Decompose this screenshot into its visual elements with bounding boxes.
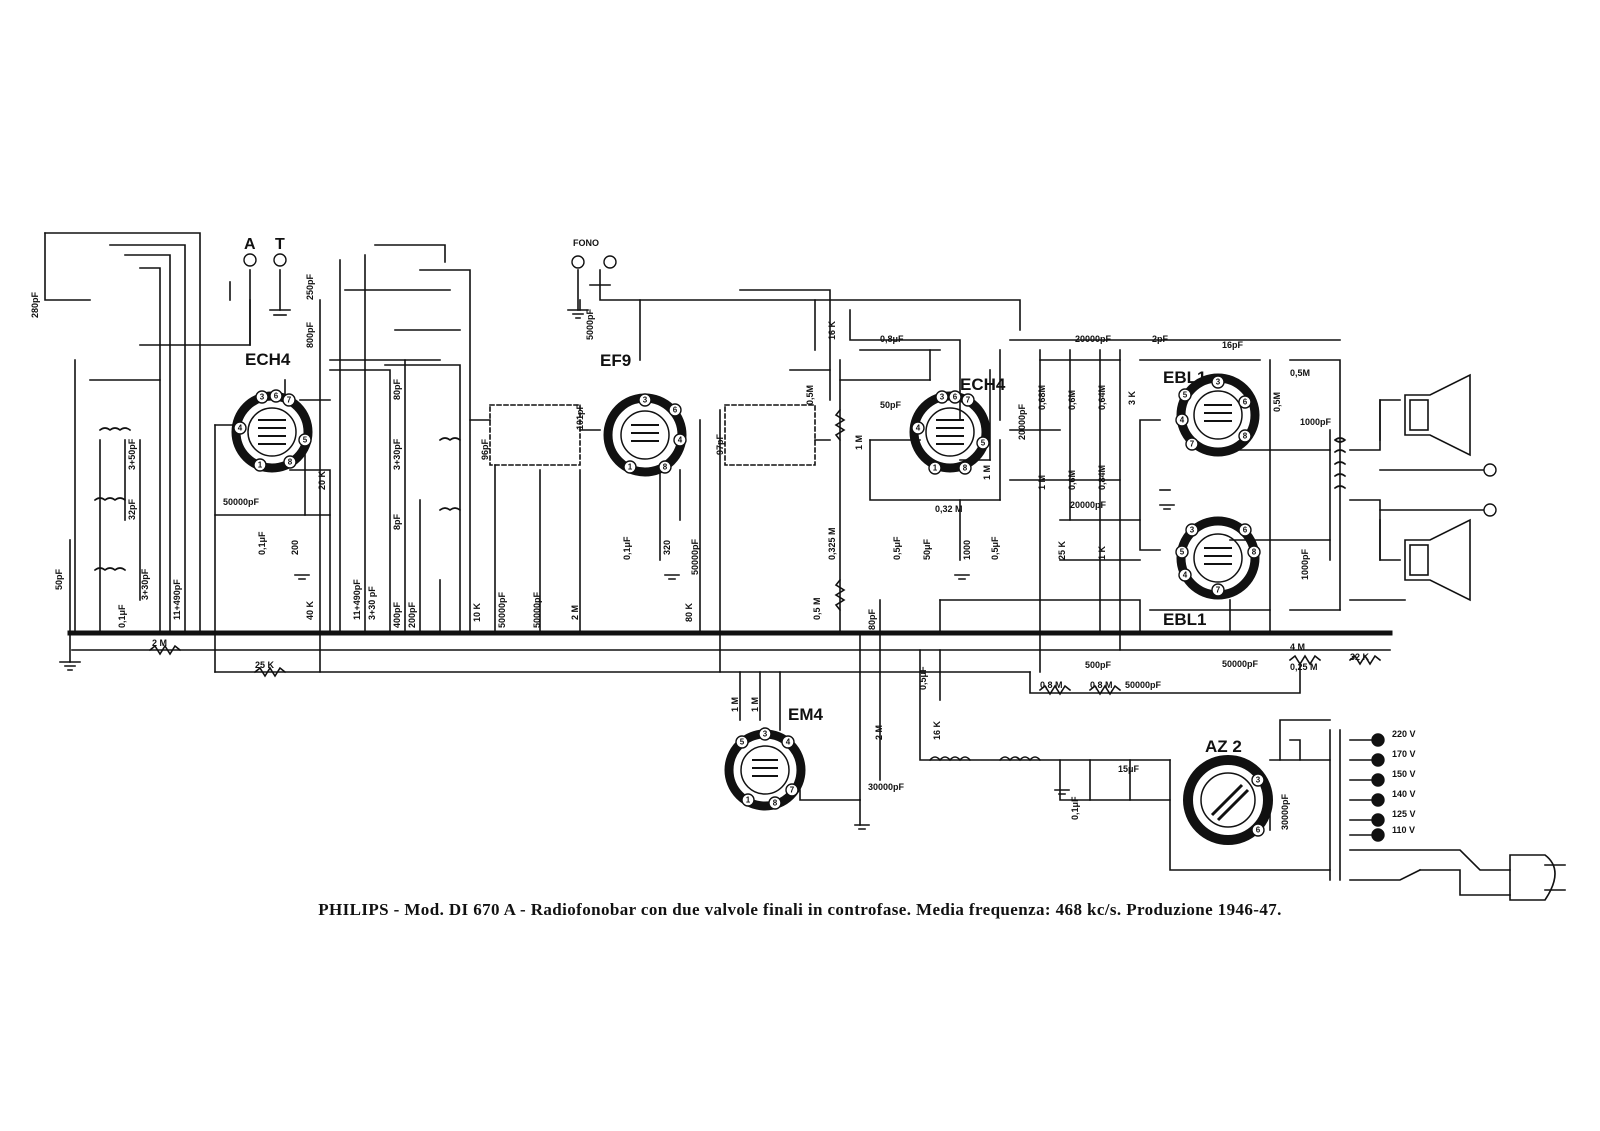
label-r-05m-b: 0,5 M	[812, 597, 822, 620]
voltage-tap-125: 125 V	[1392, 809, 1416, 819]
svg-text:5: 5	[739, 737, 745, 747]
svg-text:3: 3	[1189, 525, 1195, 535]
svg-text:5: 5	[1182, 390, 1188, 400]
label-c-50pf-b: 50pF	[880, 400, 902, 410]
label-c-30000pf-a: 30000pF	[868, 782, 905, 792]
svg-text:6: 6	[1242, 397, 1248, 407]
label-c-32pf: 32pF	[127, 498, 137, 520]
label-r-25k-a: 25 K	[1057, 540, 1067, 560]
label-c-01uf-c: 0,1μF	[622, 536, 632, 560]
label-r-068m: 0,68M	[1037, 384, 1047, 410]
label-c-50000pf-a: 50000pF	[223, 497, 260, 507]
label-r-032m: 0,32 M	[935, 504, 963, 514]
label-r-08m-a: 0,8 M	[1040, 680, 1063, 690]
svg-text:8: 8	[287, 457, 293, 467]
label-r-40k: 40 K	[305, 600, 315, 620]
label-r-1m-d: 1 M	[730, 696, 740, 712]
label-c-30000pf-b: 30000pF	[1280, 793, 1290, 830]
svg-text:4: 4	[677, 435, 683, 445]
label-c-11-490pf-a: 11+490pF	[172, 579, 182, 620]
label-c-50uf: 50μF	[922, 538, 932, 560]
label-c-5000pf: 5000pF	[585, 308, 595, 340]
label-c-05uf-b: 0,5μF	[990, 536, 1000, 560]
label-r-80k: 80 K	[684, 602, 694, 622]
svg-text:6: 6	[1242, 525, 1248, 535]
label-c-97pf: 97pF	[715, 433, 725, 455]
svg-text:3: 3	[1215, 377, 1221, 387]
svg-text:4: 4	[1179, 415, 1185, 425]
svg-text:3: 3	[939, 392, 945, 402]
label-r-1k: 1 K	[1097, 545, 1107, 560]
label-c-101pf: 101pF	[575, 403, 585, 430]
svg-text:8: 8	[1242, 431, 1248, 441]
svg-text:1: 1	[257, 460, 263, 470]
label-c-11-490pf-b: 11+490pF	[352, 579, 362, 620]
label-c-01uf-a: 0,1μF	[117, 604, 127, 628]
label-c-50000pf-d: 50000pF	[690, 538, 700, 575]
svg-text:1: 1	[932, 463, 938, 473]
label-c-15uf: 15μF	[1118, 764, 1140, 774]
svg-text:6: 6	[1255, 825, 1261, 835]
label-c-05uf-a: 0,5μF	[892, 536, 902, 560]
label-r-200: 200	[290, 539, 300, 555]
phono-terminal-label: FONO	[573, 238, 599, 248]
label-c-96pf: 96pF	[480, 438, 490, 460]
speaker-bottom-icon	[1405, 520, 1470, 600]
label-c-800pf: 800pF	[305, 321, 315, 348]
label-c-80pf: 80pF	[392, 378, 402, 400]
label-r-32k: 32 K	[1350, 652, 1370, 662]
label-r-06m-a: 0,6M	[1067, 389, 1077, 410]
tube-label-ebl1-top: EBL1	[1163, 368, 1207, 387]
label-r-2m-c: 2 M	[874, 724, 884, 740]
label-r-05m-c: 0,5M	[1290, 368, 1311, 378]
svg-text:4: 4	[785, 737, 791, 747]
label-c-05uf-c: 0,5μF	[918, 666, 928, 690]
svg-text:4: 4	[1182, 570, 1188, 580]
svg-text:4: 4	[915, 423, 921, 433]
tube-ech4-mixer	[236, 396, 308, 468]
label-c-16pf: 16pF	[1222, 340, 1244, 350]
label-r-1m-a: 1 M	[854, 434, 864, 450]
label-r-4m: 4 M	[1290, 642, 1306, 652]
speaker-top-icon	[1405, 375, 1470, 455]
svg-text:1: 1	[745, 795, 751, 805]
svg-text:4: 4	[237, 423, 243, 433]
label-c-3-50pf: 3+50pF	[127, 438, 137, 470]
label-r-0325m: 0,325 M	[827, 527, 837, 560]
label-r-20k: 20 K	[317, 470, 327, 490]
svg-text:7: 7	[965, 395, 971, 405]
label-c-50000pf-c: 50000pF	[532, 591, 542, 628]
tube-label-ech4-audio: ECH4	[960, 375, 1006, 394]
label-c-50000pf-b: 50000pF	[497, 591, 507, 628]
label-c-2pf: 2pF	[1152, 334, 1169, 344]
earth-terminal-label: T	[275, 236, 285, 253]
label-c-20000pf-c: 20000pF	[1070, 500, 1107, 510]
svg-text:5: 5	[1179, 547, 1185, 557]
label-c-3-30pf-a: 3+30pF	[140, 568, 150, 600]
label-c-1000pf-a: 1000pF	[1300, 417, 1332, 427]
label-r-320: 320	[662, 539, 672, 555]
tube-label-ebl1-bottom: EBL1	[1163, 610, 1207, 629]
label-r-05m-a: 0,5M	[805, 384, 815, 405]
tube-label-ef9: EF9	[600, 351, 632, 370]
label-c-01uf-d: 0,1μF	[1070, 796, 1080, 820]
svg-text:5: 5	[302, 435, 308, 445]
label-r-1m-b: 1 M	[982, 464, 992, 480]
label-c-280pf: 280pF	[30, 291, 40, 318]
svg-text:6: 6	[273, 391, 279, 401]
svg-text:7: 7	[1189, 439, 1195, 449]
label-c-8pf: 8pF	[392, 513, 402, 530]
svg-text:3: 3	[762, 729, 768, 739]
label-r-1m-e: 1 M	[750, 696, 760, 712]
label-c-20000pf-a: 20000pF	[1017, 403, 1027, 440]
svg-text:3: 3	[1255, 775, 1261, 785]
label-r-05m-d: 0,5M	[1272, 391, 1282, 412]
svg-text:3: 3	[259, 392, 265, 402]
label-r-1000: 1000	[962, 539, 972, 560]
label-r-084m: 0,84M	[1097, 464, 1107, 490]
label-r-16k-b: 16 K	[932, 720, 942, 740]
label-r-2m-a: 2 M	[570, 604, 580, 620]
svg-text:6: 6	[672, 405, 678, 415]
tube-label-em4: EM4	[788, 705, 823, 724]
voltage-tap-220: 220 V	[1392, 729, 1416, 739]
label-r-10k: 10 K	[472, 602, 482, 622]
label-r-064m: 0,64M	[1097, 384, 1107, 410]
voltage-tap-140: 140 V	[1392, 789, 1416, 799]
label-c-20000pf-b: 20000pF	[1075, 334, 1112, 344]
label-c-500pf: 500pF	[1085, 660, 1112, 670]
label-c-50pf: 50pF	[54, 568, 64, 590]
label-c-250pf: 250pF	[305, 273, 315, 300]
label-c-50000pf-f: 50000pF	[1222, 659, 1259, 669]
svg-text:8: 8	[772, 798, 778, 808]
svg-text:8: 8	[1251, 547, 1257, 557]
label-r-16k-a: 16 K	[827, 320, 837, 340]
label-r-3k: 3 K	[1127, 390, 1137, 405]
svg-text:8: 8	[962, 463, 968, 473]
svg-text:3: 3	[642, 395, 648, 405]
label-r-06m-b: 0,6M	[1067, 469, 1077, 490]
schematic-caption: PHILIPS - Mod. DI 670 A - Radiofonobar con due valvole finali in controfase. Media frequenza: 468 kc/s. Produzione 1946-47.	[318, 900, 1282, 919]
tube-label-az2: AZ 2	[1205, 737, 1242, 756]
mains-plug-icon	[1510, 855, 1555, 900]
label-c-80pf-b: 80pF	[867, 608, 877, 630]
label-c-200pf: 200pF	[407, 601, 417, 628]
label-r-1m-c: 1 M	[1037, 474, 1047, 490]
tube-ech4-audio	[914, 396, 986, 468]
label-c-3-30pf-b: 3+30pF	[392, 438, 402, 470]
voltage-tap-150: 150 V	[1392, 769, 1416, 779]
antenna-terminal-label: A	[244, 236, 256, 253]
label-r-2m-b: 2 M	[152, 638, 168, 648]
label-c-08uf: 0,8μF	[880, 334, 904, 344]
svg-text:7: 7	[286, 395, 292, 405]
svg-text:6: 6	[952, 392, 958, 402]
label-r-025m: 0,25 M	[1290, 662, 1318, 672]
label-r-25k-b: 25 K	[255, 660, 275, 670]
label-c-3-30pf-c: 3+30 pF	[367, 586, 377, 620]
label-c-01uf-b: 0,1μF	[257, 531, 267, 555]
label-c-1000pf-b: 1000pF	[1300, 548, 1310, 580]
svg-text:7: 7	[1215, 585, 1221, 595]
svg-text:1: 1	[627, 462, 633, 472]
label-c-400pf: 400pF	[392, 601, 402, 628]
svg-text:7: 7	[789, 785, 795, 795]
svg-text:5: 5	[980, 438, 986, 448]
voltage-tap-170: 170 V	[1392, 749, 1416, 759]
label-r-08m-b: 0,8 M	[1090, 680, 1113, 690]
tube-label-ech4-mixer: ECH4	[245, 350, 291, 369]
svg-text:8: 8	[662, 462, 668, 472]
label-c-50000pf-e: 50000pF	[1125, 680, 1162, 690]
voltage-tap-110: 110 V	[1392, 825, 1416, 835]
